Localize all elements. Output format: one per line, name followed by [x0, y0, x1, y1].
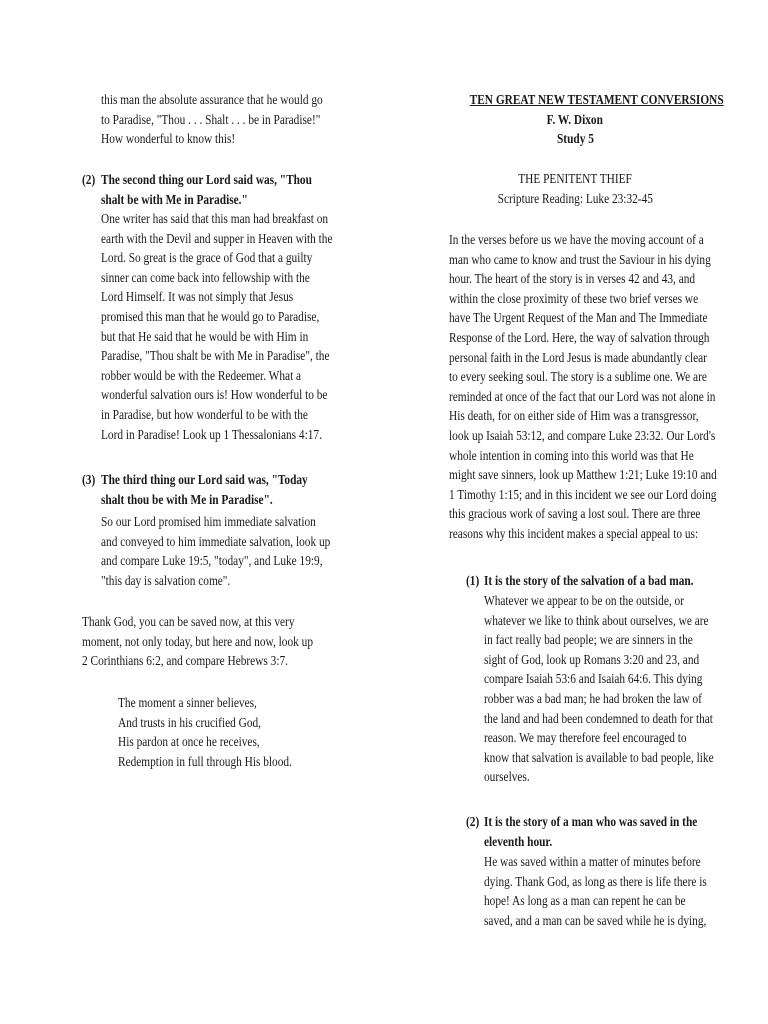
closing-paragraph	[82, 612, 313, 671]
study-number	[449, 129, 701, 149]
point-heading	[484, 812, 697, 851]
text-line: the land and had been condemned to death for that	[484, 710, 713, 726]
text-line: wonderful salvation ours is! How wonderful to be	[101, 387, 328, 403]
point-number: (3)	[82, 472, 96, 487]
text-line: this gracious work of saving a lost soul. There are three	[449, 506, 701, 522]
text-line: moment, not only today, but here and now, look up	[82, 633, 313, 649]
text-line: Paradise, "Thou shalt be with Me in Paradise", the	[101, 348, 330, 364]
text-line: saved, and a man can be saved while he is dying,	[484, 912, 707, 928]
scripture-reading	[449, 189, 701, 209]
heading-line: It is the story of the salvation of a bad man.	[484, 573, 694, 588]
text-line: look up Isaiah 53:12, and compare Luke 23:32. Our Lord's	[449, 427, 716, 443]
series-title	[449, 90, 724, 110]
text-line: Lord Himself. It was not simply that Jesus	[101, 289, 294, 305]
text-line: His death, for on either side of Him was a transgressor,	[449, 408, 699, 424]
text-line: robber would be with the Redeemer. What a	[101, 367, 302, 383]
text-line: ourselves.	[484, 769, 530, 785]
text-line: 2 Corinthians 6:2, and compare Hebrews 3:7.	[82, 653, 288, 669]
text-line: hour. The heart of the story is in verses 42 and 43, and	[449, 271, 696, 287]
text-line: in Paradise, but how wonderful to be with the	[101, 406, 308, 422]
text-line: One writer has said that this man had breakfast on	[101, 211, 329, 226]
text-line: Lord. So great is the grace of God that a guilty	[101, 250, 313, 266]
left-intro	[101, 90, 323, 149]
page-title-text: THE PENITENT THIEF	[518, 171, 632, 186]
text-line: whole intention in coming into this world was that He	[449, 447, 694, 463]
text-line: So our Lord promised him immediate salvation	[101, 514, 316, 529]
text-line: He was saved within a matter of minutes before	[484, 854, 701, 869]
text-line: Lord in Paradise! Look up 1 Thessalonians 4:17.	[101, 426, 322, 442]
heading-line: The third thing our Lord said was, "Today	[101, 472, 308, 487]
text-line: compare Isaiah 53:6 and Isaiah 64:6. This dying	[484, 671, 703, 687]
heading-line: shalt be with Me in Paradise."	[101, 191, 248, 207]
text-line: to every seeking soul. The story is a sublime one. We are	[449, 369, 707, 385]
poem-line: And trusts in his crucified God,	[118, 714, 262, 730]
text-line: How wonderful to know this!	[101, 131, 236, 147]
text-line: reason. We may therefore feel encouraged to	[484, 730, 687, 746]
heading-line: It is the story of a man who was saved in the	[484, 814, 698, 829]
heading-line: shalt thou be with Me in Paradise".	[101, 491, 273, 507]
poem-line: Redemption in full through His blood.	[118, 753, 292, 769]
text-line: earth with the Devil and supper in Heaven with the	[101, 230, 333, 246]
text-line: in fact really bad people; we are sinners in the	[484, 632, 693, 648]
text-line: whatever we like to think about ourselves, we are	[484, 612, 709, 628]
heading-line: The second thing our Lord said was, "Thou	[101, 172, 312, 187]
heading-line: eleventh hour.	[484, 833, 553, 849]
scripture-text: Scripture Reading: Luke 23:32-45	[497, 191, 653, 206]
series-title-text: TEN GREAT NEW TESTAMENT CONVERSIONS	[469, 92, 724, 107]
page-title	[449, 169, 701, 189]
text-line: reminded at once of the fact that our Lord was not alone in	[449, 388, 716, 404]
poem	[118, 693, 292, 771]
text-line: In the verses before us we have the moving account of a	[449, 232, 704, 247]
text-line: know that salvation is available to bad people, like	[484, 749, 714, 765]
text-line: but that He said that he would be with Him in	[101, 328, 309, 344]
poem-line: His pardon at once he receives,	[118, 734, 260, 750]
text-line: might save sinners, look up Matthew 1:21; Luke 19:10 and	[449, 467, 717, 483]
text-line: reasons why this incident makes a special appeal to us:	[449, 525, 699, 541]
point-number: (1)	[466, 573, 480, 588]
text-line: to Paradise, "Thou . . . Shalt . . . be in Paradise!"	[101, 111, 321, 127]
point-body	[101, 209, 332, 444]
text-line: dying. Thank God, as long as there is life there is	[484, 873, 707, 889]
point-body	[484, 852, 707, 930]
point-heading	[101, 170, 312, 209]
text-line: hope! As long as a man can repent he can be	[484, 893, 686, 909]
study-text: Study 5	[556, 131, 594, 146]
author	[449, 110, 701, 130]
poem-line: The moment a sinner believes,	[118, 695, 257, 710]
text-line: and compare Luke 19:5, "today", and Luke 19:9,	[101, 553, 323, 569]
point-number: (2)	[466, 814, 480, 829]
point-heading	[484, 571, 694, 591]
text-line: robber was a bad man; he had broken the law of	[484, 690, 702, 706]
text-line: "this day is salvation come".	[101, 572, 231, 588]
author-text: F. W. Dixon	[546, 112, 604, 127]
text-line: this man the absolute assurance that he would go	[101, 92, 323, 107]
text-line: Thank God, you can be saved now, at this very	[82, 614, 295, 629]
text-line: within the close proximity of these two brief verses we	[449, 290, 699, 306]
point-heading	[101, 470, 308, 509]
text-line: Whatever we appear to be on the outside, or	[484, 593, 684, 608]
text-line: promised this man that he would go to Paradise,	[101, 308, 320, 324]
text-line: personal faith in the Lord Jesus is made abundantly clear	[449, 349, 707, 365]
text-line: and conveyed to him immediate salvation, look up	[101, 533, 331, 549]
text-line: sight of God, look up Romans 3:20 and 23, and	[484, 651, 700, 667]
intro-paragraph	[449, 230, 717, 544]
point-body	[101, 512, 330, 590]
text-line: sinner can come back into fellowship with the	[101, 269, 310, 285]
text-line: have The Urgent Request of the Man and The Immediate	[449, 310, 708, 326]
text-line: man who came to know and trust the Saviour in his dying	[449, 251, 711, 267]
text-line: Response of the Lord. Here, the way of salvation through	[449, 329, 710, 345]
point-number: (2)	[82, 172, 96, 187]
text-line: 1 Timothy 1:15; and in this incident we see our Lord doing	[449, 486, 717, 502]
point-body	[484, 591, 714, 787]
